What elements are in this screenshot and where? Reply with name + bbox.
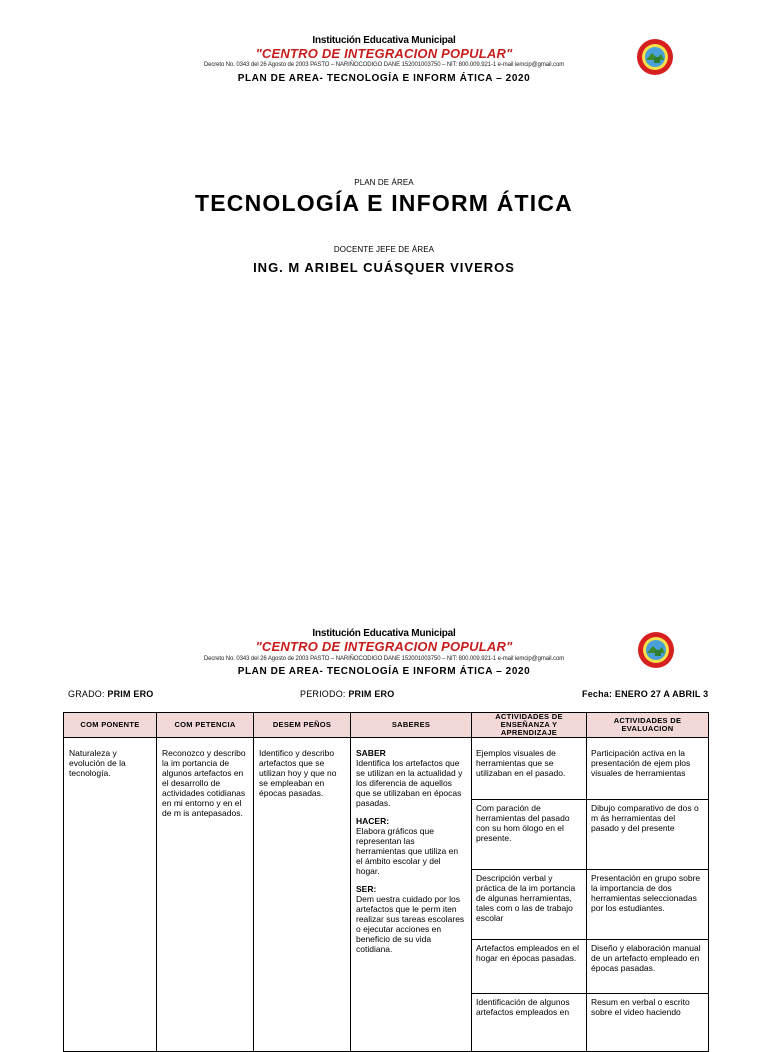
evaluacion-item: Presentación en grupo sobre la importancia de dos herramientas seleccionadas por los estudiantes. xyxy=(587,870,708,940)
evaluacion-item: Dibujo comparativo de dos o m ás herramientas del pasado y del presente xyxy=(587,800,708,870)
institution-name-2: Institución Educativa Municipal xyxy=(312,628,456,639)
periodo: PERIODO: PRIM ERO xyxy=(300,689,395,699)
school-name: "CENTRO DE INTEGRACION POPULAR" xyxy=(255,46,513,61)
cell-desempenos: Identifico y describo artefactos que se utilizan hoy y que no se empleaban en épocas pasadas. xyxy=(254,738,351,1052)
area-title: TECNOLOGÍA E INFORM ÁTICA xyxy=(195,190,573,216)
cell-componente: Naturaleza y evolución de la tecnología. xyxy=(64,738,157,1052)
evaluacion-item: Resum en verbal o escrito sobre el video haciendo xyxy=(591,997,690,1017)
school-logo-icon xyxy=(636,38,674,76)
ser-label: SER: xyxy=(356,884,377,894)
cell-evaluacion xyxy=(587,738,709,1052)
decree-line-2: Decreto No. 0343 del 26 Agosto de 2003 PASTO – NARIÑOCODIGO DANE 152001003750 – NIT: 800.009.921-1 e-mail iemcip@gmail.com xyxy=(203,656,565,662)
saber-text: Identifica los artefactos que se utilizan en la actualidad y los diferencia de aquellos que se utilizaban en épocas pasadas. xyxy=(356,758,463,808)
evaluacion-item: Participación activa en la presentación de ejem plos visuales de herramientas xyxy=(587,738,708,800)
institution-name: Institución Educativa Municipal xyxy=(312,35,456,46)
header-saberes: SABERES xyxy=(351,713,472,738)
ensenanza-item: Com paración de herramientas del pasado con su hom ólogo en el presente. xyxy=(472,800,586,870)
decree-line: Decreto No. 0343 del 26 Agosto de 2003 PASTO – NARIÑOCODIGO DANE 152001003750 – NIT: 800.009.921-1 e-mail iemcip@gmail.com xyxy=(203,62,565,68)
grado: GRADO: PRIM ERO xyxy=(68,689,154,699)
plan-heading-2: PLAN DE AREA- TECNOLOGÍA E INFORM ÁTICA – 2020 xyxy=(237,666,531,677)
evaluacion-item: Diseño y elaboración manual de un artefacto empleado en épocas pasadas. xyxy=(587,940,708,994)
cell-ensenanza xyxy=(472,738,587,1052)
docente-label: DOCENTE JEFE DE ÁREA xyxy=(333,245,435,254)
ensenanza-item: Identificación de algunos artefactos empleados en xyxy=(476,997,570,1017)
ensenanza-item: Artefactos empleados en el hogar en épocas pasadas. xyxy=(472,940,586,994)
saber-label: SABER xyxy=(356,748,386,758)
cell-saberes xyxy=(351,738,472,1052)
header-competencia: COM PETENCIA xyxy=(157,713,254,738)
table-row xyxy=(64,738,709,1052)
plan-table xyxy=(63,712,709,1052)
hacer-label: HACER: xyxy=(356,816,390,826)
plan-label: PLAN DE ÁREA xyxy=(354,178,414,187)
ser-text: Dem uestra cuidado por los artefactos que le perm iten realizar sus tareas escolares o ejecutar acciones en beneficio de su vida cotidiana. xyxy=(356,894,465,954)
table-header-row xyxy=(64,713,709,738)
docente-name: ING. M ARIBEL CUÁSQUER VIVEROS xyxy=(253,260,515,275)
ensenanza-item: Descripción verbal y práctica de la im portancia de algunas herramientas, tales com o las de trabajo escolar xyxy=(472,870,586,940)
header-ensenanza: ACTIVIDADES DE ENSEÑANZA Y APRENDIZAJE xyxy=(472,713,587,738)
plan-heading: PLAN DE AREA- TECNOLOGÍA E INFORM ÁTICA – 2020 xyxy=(237,73,531,84)
school-name-2: "CENTRO DE INTEGRACION POPULAR" xyxy=(255,639,513,654)
school-logo-icon-2 xyxy=(637,631,675,669)
header-desempenos: DESEM PEÑOS xyxy=(254,713,351,738)
cell-competencia: Reconozco y describo la im portancia de algunos artefactos en el desarrollo de actividades cotidianas en mi entorno y en el de m is antepasados. xyxy=(157,738,254,1052)
fecha: Fecha: ENERO 27 A ABRIL 3 xyxy=(582,689,709,699)
ensenanza-item: Ejemplos visuales de herramientas que se utilizaban en el pasado. xyxy=(472,738,586,800)
header-evaluacion: ACTIVIDADES DE EVALUACION xyxy=(587,713,709,738)
hacer-text: Elabora gráficos que representan las herramientas que utiliza en el ámbito escolar y del hogar. xyxy=(356,826,459,876)
header-componente: COM PONENTE xyxy=(64,713,157,738)
